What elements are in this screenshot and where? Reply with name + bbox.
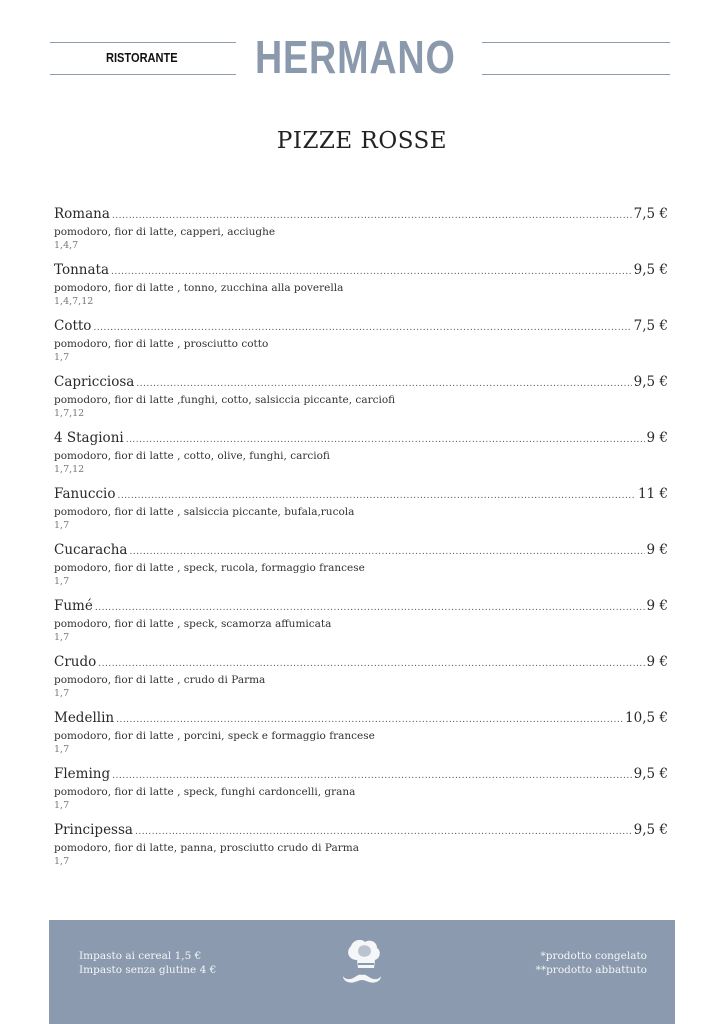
dot-leader bbox=[126, 432, 645, 449]
menu-item bbox=[54, 206, 668, 262]
item-name: Cotto bbox=[54, 318, 92, 334]
dot-leader bbox=[98, 656, 644, 673]
item-allergens: 1,7 bbox=[54, 744, 70, 755]
dough-option: Impasto ai cereal 1,5 € bbox=[79, 950, 202, 962]
divider-line bbox=[50, 42, 236, 43]
menu-item bbox=[54, 374, 668, 430]
dot-leader bbox=[93, 320, 631, 337]
item-ingredients: pomodoro, fior di latte , cotto, olive, funghi, carciofi bbox=[54, 450, 330, 462]
item-allergens: 1,7 bbox=[54, 800, 70, 811]
item-ingredients: pomodoro, fior di latte , speck, funghi cardoncelli, grana bbox=[54, 786, 356, 798]
item-name: Cucaracha bbox=[54, 542, 128, 558]
item-price: 9 € bbox=[646, 654, 668, 670]
item-name: Crudo bbox=[54, 654, 97, 670]
item-ingredients: pomodoro, fior di latte , porcini, speck e formaggio francese bbox=[54, 730, 375, 742]
menu-item bbox=[54, 654, 668, 710]
product-notes bbox=[536, 949, 647, 977]
dot-leader bbox=[129, 544, 644, 561]
item-allergens: 1,7,12 bbox=[54, 464, 85, 475]
item-ingredients: pomodoro, fior di latte , crudo di Parma bbox=[54, 674, 266, 686]
dot-leader bbox=[135, 824, 632, 841]
menu-item bbox=[54, 486, 668, 542]
item-name: Fanuccio bbox=[54, 486, 116, 502]
menu-item bbox=[54, 318, 668, 374]
item-price: 9 € bbox=[646, 598, 668, 614]
note-blast-chilled: **prodotto abbattuto bbox=[535, 964, 647, 976]
item-ingredients: pomodoro, fior di latte , tonno, zucchina alla poverella bbox=[54, 282, 344, 294]
item-ingredients: pomodoro, fior di latte, panna, prosciutto crudo di Parma bbox=[54, 842, 359, 854]
item-allergens: 1,7 bbox=[54, 520, 70, 531]
item-allergens: 1,4,7 bbox=[54, 240, 79, 251]
dot-leader bbox=[95, 600, 645, 617]
dot-leader bbox=[117, 488, 635, 505]
item-allergens: 1,7 bbox=[54, 632, 70, 643]
item-name: Tonnata bbox=[54, 262, 109, 278]
menu-item bbox=[54, 542, 668, 598]
item-price: 9,5 € bbox=[633, 766, 668, 782]
header bbox=[50, 31, 670, 84]
item-price: 7,5 € bbox=[633, 318, 668, 334]
item-allergens: 1,4,7,12 bbox=[54, 296, 94, 307]
item-name: Romana bbox=[54, 206, 110, 222]
item-price: 9,5 € bbox=[633, 374, 668, 390]
item-allergens: 1,7 bbox=[54, 856, 70, 867]
dough-options bbox=[79, 949, 216, 977]
item-ingredients: pomodoro, fior di latte, capperi, acciughe bbox=[54, 226, 276, 238]
dot-leader bbox=[112, 768, 632, 785]
dot-leader bbox=[111, 264, 632, 281]
item-ingredients: pomodoro, fior di latte ,funghi, cotto, salsiccia piccante, carciofi bbox=[54, 394, 396, 406]
divider-line bbox=[482, 74, 670, 75]
item-price: 9,5 € bbox=[633, 262, 668, 278]
divider-line bbox=[50, 74, 236, 75]
item-name: 4 Stagioni bbox=[54, 430, 124, 446]
menu-list bbox=[54, 206, 668, 878]
note-frozen: *prodotto congelato bbox=[540, 950, 647, 962]
section-title: PIZZE ROSSE bbox=[276, 128, 448, 154]
divider-line bbox=[482, 42, 670, 43]
item-price: 9 € bbox=[646, 542, 668, 558]
footer bbox=[49, 920, 675, 1024]
item-allergens: 1,7 bbox=[54, 576, 70, 587]
item-ingredients: pomodoro, fior di latte , speck, scamorza affumicata bbox=[54, 618, 332, 630]
restaurant-label: RISTORANTE bbox=[106, 50, 178, 65]
item-allergens: 1,7 bbox=[54, 352, 70, 363]
item-ingredients: pomodoro, fior di latte , salsiccia piccante, bufala,rucola bbox=[54, 506, 355, 518]
item-price: 7,5 € bbox=[633, 206, 668, 222]
menu-item bbox=[54, 710, 668, 766]
item-price: 11 € bbox=[637, 486, 668, 502]
item-allergens: 1,7 bbox=[54, 688, 70, 699]
brand-logo: HERMANO bbox=[255, 31, 456, 83]
item-ingredients: pomodoro, fior di latte , speck, rucola, formaggio francese bbox=[54, 562, 365, 574]
item-name: Medellin bbox=[54, 710, 115, 726]
item-price: 10,5 € bbox=[625, 710, 668, 726]
dough-option: Impasto senza glutine 4 € bbox=[79, 964, 217, 976]
item-ingredients: pomodoro, fior di latte , prosciutto cotto bbox=[54, 338, 269, 350]
chef-hat-mustache-icon bbox=[339, 938, 385, 986]
item-name: Fumé bbox=[54, 598, 93, 614]
menu-item bbox=[54, 262, 668, 318]
item-price: 9 € bbox=[646, 430, 668, 446]
item-allergens: 1,7,12 bbox=[54, 408, 85, 419]
menu-item bbox=[54, 430, 668, 486]
dot-leader bbox=[112, 208, 632, 225]
menu-item bbox=[54, 598, 668, 654]
item-price: 9,5 € bbox=[633, 822, 668, 838]
menu-item bbox=[54, 822, 668, 878]
item-name: Capricciosa bbox=[54, 374, 135, 390]
dot-leader bbox=[136, 376, 631, 393]
dot-leader bbox=[116, 712, 623, 729]
item-name: Principessa bbox=[54, 822, 133, 838]
item-name: Fleming bbox=[54, 766, 111, 782]
menu-item bbox=[54, 766, 668, 822]
